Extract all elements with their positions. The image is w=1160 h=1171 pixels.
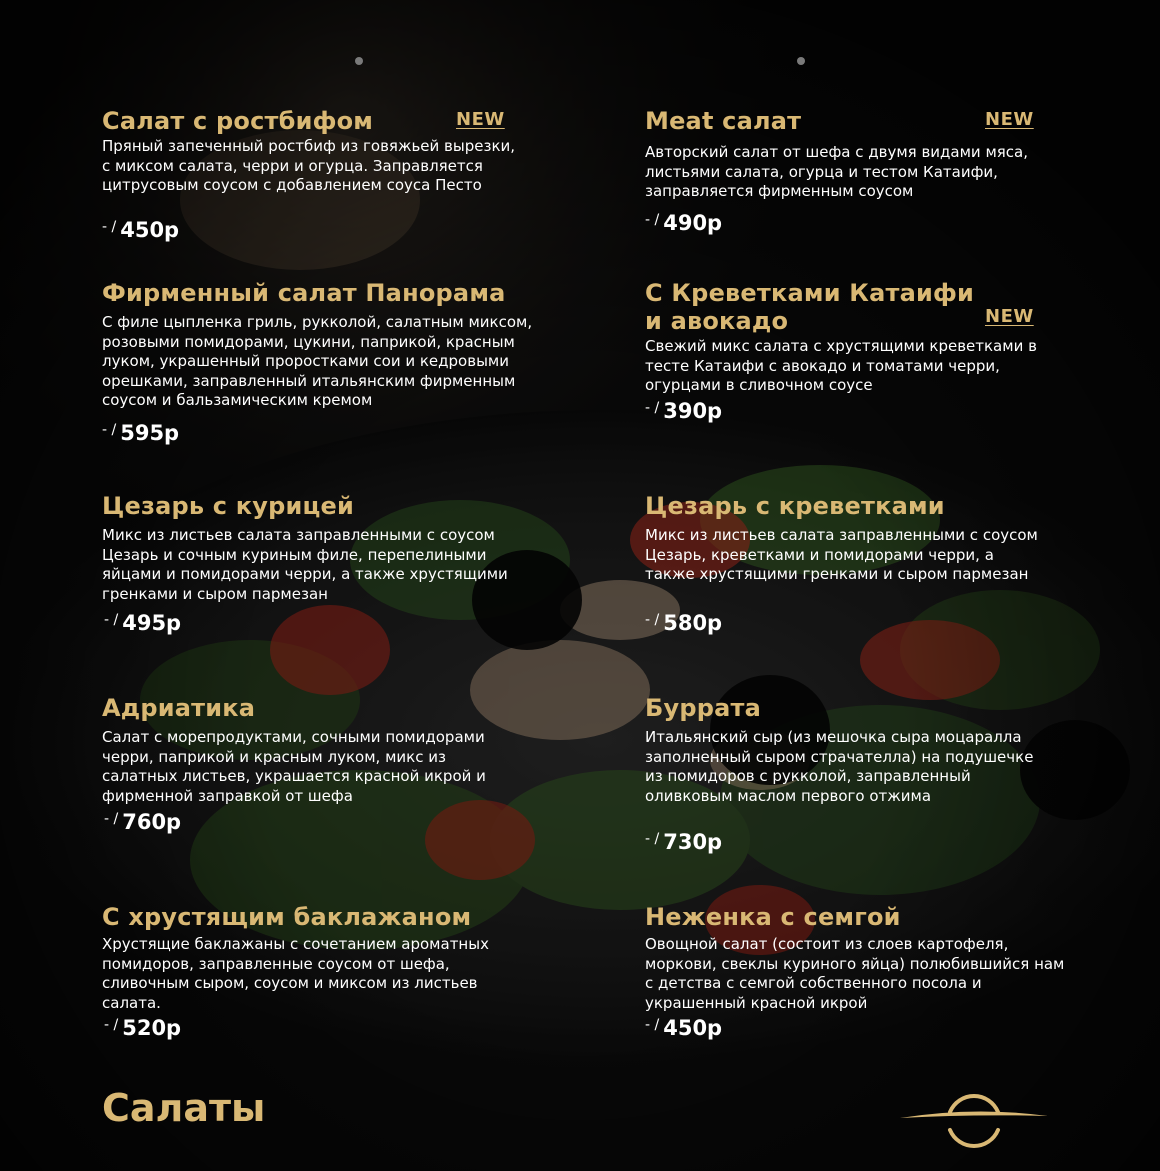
item-title: Фирменный салат Панорама: [102, 279, 506, 307]
new-badge: NEW: [456, 109, 505, 130]
item-description: Микс из листьев салата заправленными с соусом Цезарь, креветками и помидорами черри, а также хрустящими гренками и сыром пармезан: [645, 526, 1038, 584]
price-prefix: - /: [102, 422, 117, 438]
item-description: Овощной салат (состоит из слоев картофеля, моркови, свеклы куриного яйца) полюбившийся нам с детства с семгой собственного посола и украшенный красной икрой: [645, 935, 1065, 1012]
price-value: 580р: [663, 611, 723, 635]
item-price: [645, 399, 722, 423]
price-prefix: - /: [104, 811, 119, 827]
menu-item-caesar-shrimp: [645, 492, 1085, 585]
decorative-dot-right: [797, 57, 805, 65]
item-title: Цезарь с курицей: [102, 492, 354, 520]
decorative-dot-left: [355, 57, 363, 65]
menu-item-panorama-salad: [102, 279, 542, 411]
item-description: С филе цыпленка гриль, рукколой, салатным миксом, розовыми помидорами, цукини, паприкой, красным луком, украшенный проростками сои и кедровыми орешками, заправленный итальянским фирменным соусом и бальзамическим кремом: [102, 313, 533, 410]
item-description: Хрустящие баклажаны с сочетанием ароматных помидоров, заправленные соусом от шефа, сливочным сыром, соусом и миксом из листьев салата.: [102, 935, 489, 1012]
price-value: 730р: [663, 830, 723, 854]
item-title: Адриатика: [102, 694, 256, 722]
price-prefix: - /: [645, 400, 660, 416]
price-value: 490р: [663, 211, 723, 235]
item-title: Meat салат: [645, 107, 802, 135]
price-value: 390р: [663, 399, 723, 423]
item-description: Пряный запеченный ростбиф из говяжьей вырезки, с миксом салата, черри и огурца. Заправляется цитрусовым соусом с добавлением соуса Песто: [102, 137, 516, 195]
price-prefix: - /: [104, 612, 119, 628]
price-prefix: - /: [645, 612, 660, 628]
item-price: [645, 1016, 722, 1040]
item-title: Неженка с семгой: [645, 903, 901, 931]
price-value: 595р: [120, 421, 180, 445]
item-price: [104, 1016, 181, 1040]
item-description: Авторский салат от шефа с двумя видами мяса, листьями салата, огурца и тестом Катаифи, заправляется фирменным соусом: [645, 143, 1028, 201]
item-title: Буррата: [645, 694, 761, 722]
price-value: 450р: [663, 1016, 723, 1040]
price-prefix: - /: [645, 1017, 660, 1033]
price-value: 760р: [122, 810, 182, 834]
new-badge: NEW: [985, 306, 1034, 327]
menu-item-salmon-salad: [645, 903, 1085, 1013]
item-description: Микс из листьев салата заправленными с соусом Цезарь и сочным куриным филе, перепелиными яйцами и помидорами черри, а также хрустящими гренками и сыром пармезан: [102, 526, 508, 603]
new-badge: NEW: [985, 109, 1034, 130]
item-price: [645, 830, 722, 854]
price-value: 520р: [122, 1016, 182, 1040]
item-price: [104, 810, 181, 834]
item-title: С Креветками Катаифи и авокадо: [645, 279, 975, 335]
item-description: Свежий микс салата с хрустящими креветками в тесте Катаифи с авокадо и томатами черри, огурцами в сливочном соусе: [645, 337, 1037, 395]
item-description: Салат с морепродуктами, сочными помидорами черри, паприкой и красным луком, микс из салатных листьев, украшается красной икрой и фирменной заправкой от шефа: [102, 728, 486, 805]
menu-item-adriatika: [102, 694, 542, 806]
menu-item-burrata: [645, 694, 1085, 806]
price-value: 450р: [120, 218, 180, 242]
menu-item-kataifi-shrimp-salad: [645, 279, 1085, 396]
item-price: [645, 611, 722, 635]
item-price: [102, 218, 179, 242]
item-title: С хрустящим баклажаном: [102, 903, 472, 931]
menu-item-caesar-chicken: [102, 492, 542, 604]
price-prefix: - /: [104, 1017, 119, 1033]
item-price: [104, 611, 181, 635]
item-title: Цезарь с креветками: [645, 492, 945, 520]
price-prefix: - /: [645, 831, 660, 847]
item-price: [645, 211, 722, 235]
price-prefix: - /: [645, 212, 660, 228]
section-title: Салаты: [102, 1086, 266, 1130]
price-value: 495р: [122, 611, 182, 635]
item-description: Итальянский сыр (из мешочка сыра моцаралла заполненный сыром страчателла) на подушечке из помидоров с рукколой, заправленный оливковым маслом первого отжима: [645, 728, 1034, 805]
item-title: Салат с ростбифом: [102, 107, 374, 135]
price-prefix: - /: [102, 219, 117, 235]
menu-item-crispy-eggplant: [102, 903, 542, 1013]
item-price: [102, 421, 179, 445]
plate-logo-icon: [898, 1078, 1050, 1168]
